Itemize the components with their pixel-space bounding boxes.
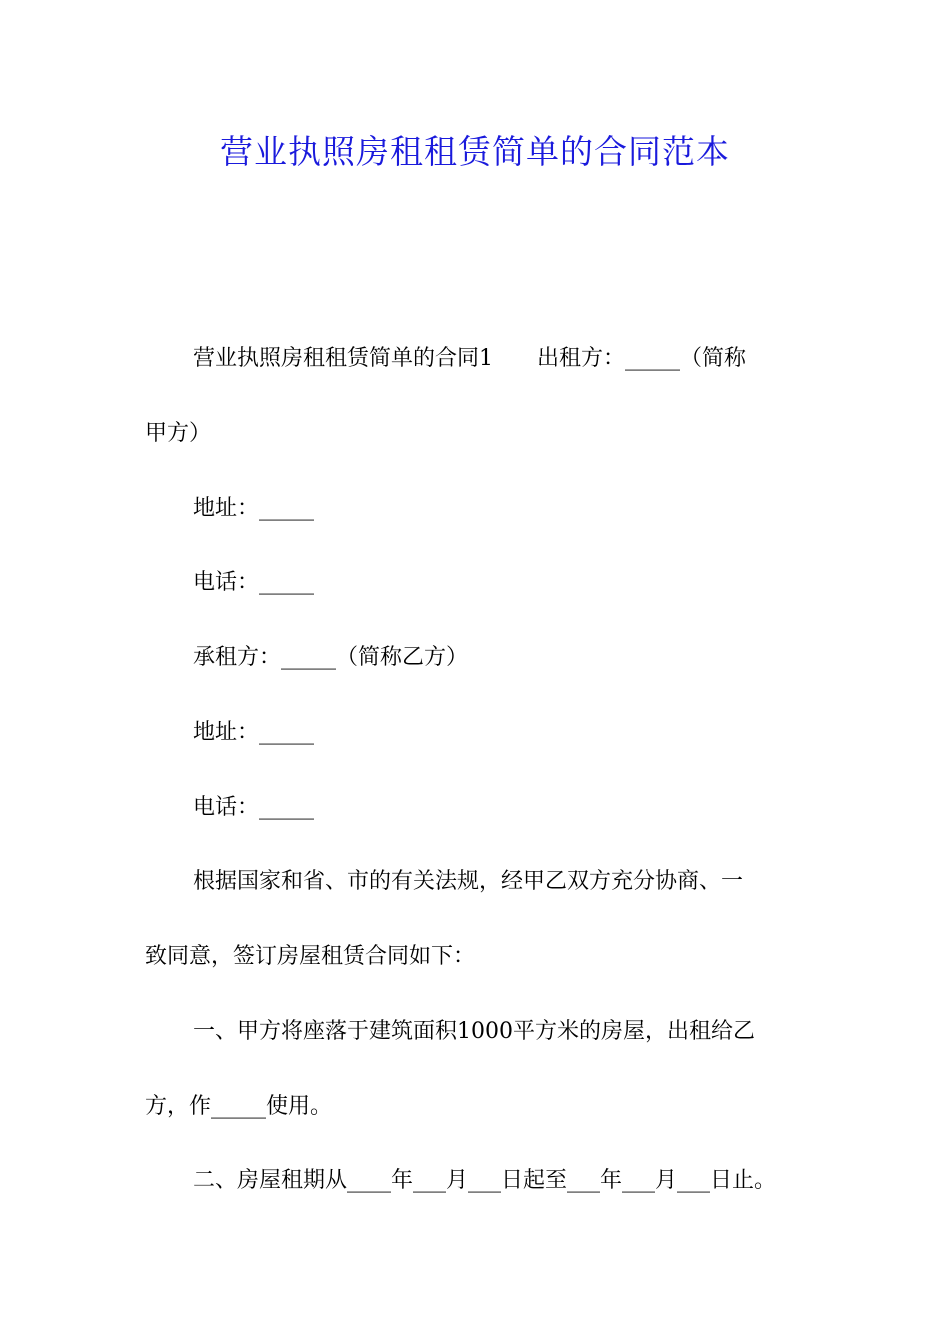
paragraph-line-1: 营业执照房租租赁简单的合同1 出租方：_____（简称 [193,346,746,371]
document-title: 营业执照房租租赁简单的合同范本 [220,132,730,171]
paragraph-line-2: 甲方） [145,421,212,446]
paragraph-line-7: 电话：_____ [193,795,315,820]
paragraph-line-11: 方，作_____使用。 [145,1094,333,1119]
paragraph-line-10: 一、甲方将座落于建筑面积1000平方米的房屋，出租给乙 [193,1019,755,1044]
paragraph-line-12: 二、房屋租期从____年___月___日起至___年___月___日止。 [193,1168,777,1193]
paragraph-line-4: 电话：_____ [193,570,315,595]
paragraph-line-3: 地址：_____ [193,496,315,521]
paragraph-line-6: 地址：_____ [193,720,315,745]
paragraph-line-9: 致同意，签订房屋租赁合同如下： [145,944,476,969]
paragraph-line-8: 根据国家和省、市的有关法规，经甲乙双方充分协商、一 [193,869,744,894]
paragraph-line-5: 承租方：_____（简称乙方） [193,645,469,670]
